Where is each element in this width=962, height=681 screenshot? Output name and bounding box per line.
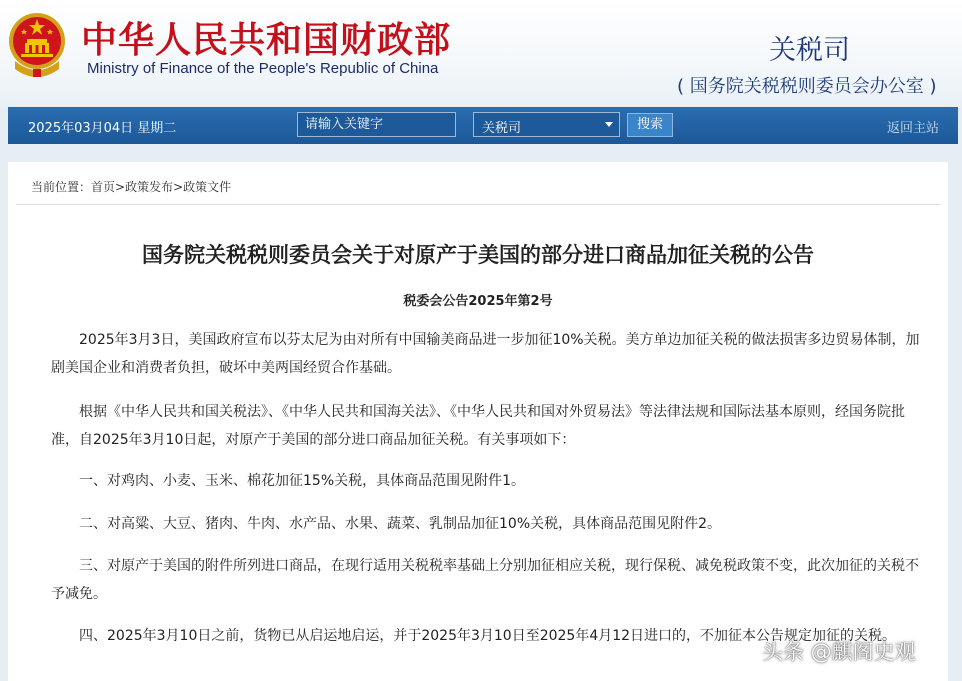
breadcrumb-policy-documents[interactable]: 政策文件 <box>183 180 232 194</box>
breadcrumb-prefix: 当前位置： <box>31 180 92 194</box>
nav-bar <box>8 107 958 144</box>
department-subtitle: ( 国务院关税税则委员会办公室 ) <box>677 76 937 97</box>
article-paragraph: 二、对高粱、大豆、猪肉、牛肉、水产品、水果、蔬菜、乳制品加征10%关税，具体商品范围见附件2。 <box>79 516 722 532</box>
document-number: 税委会公告2025年第2号 <box>403 294 553 309</box>
breadcrumb-home[interactable]: 首页 <box>91 180 116 194</box>
department-select[interactable] <box>473 112 620 137</box>
ministry-name-cn: 中华人民共和国财政部 <box>81 20 452 61</box>
chevron-down-icon <box>605 122 613 127</box>
source-watermark: 头条 @麒阁史观 <box>762 640 916 664</box>
department-name: 关税司 <box>769 35 850 66</box>
article-paragraph: 根据《中华人民共和国关税法》、《中华人民共和国海关法》、《中华人民共和国对外贸易法》等法律法规和国际法基本原则，经国务院批准，自2025年3月10日起，对原产于美国的部分进口商品加征关税。有关事项如下： <box>51 404 905 448</box>
department-select-value: 关税司 <box>482 121 522 136</box>
return-home-link[interactable]: 返回主站 <box>886 121 939 136</box>
breadcrumb-separator: > <box>115 180 126 194</box>
article-paragraph: 三、对原产于美国的附件所列进口商品，在现行适用关税税率基础上分别加征相应关税，现行保税、减免税政策不变，此次加征的关税不予减免。 <box>51 558 919 602</box>
search-button[interactable]: 搜索 <box>627 113 673 137</box>
site-header <box>0 0 962 106</box>
article-container <box>8 162 948 681</box>
article-paragraph: 2025年3月3日，美国政府宣布以芬太尼为由对所有中国输美商品进一步加征10%关税。美方单边加征关税的做法损害多边贸易体制，加剧美国企业和消费者负担，破坏中美两国经贸合作基础。 <box>51 332 920 376</box>
breadcrumb-divider <box>16 204 940 205</box>
breadcrumb-policy-release[interactable]: 政策发布 <box>125 180 174 194</box>
article-paragraph: 四、2025年3月10日之前，货物已从启运地启运，并于2025年3月10日至2025年4月12日进口的，不加征本公告规定加征的关税。 <box>79 628 897 644</box>
article-paragraph: 一、对鸡肉、小麦、玉米、棉花加征15%关税，具体商品范围见附件1。 <box>79 473 526 489</box>
article-title: 国务院关税税则委员会关于对原产于美国的部分进口商品加征关税的公告 <box>142 243 814 267</box>
ministry-name-en: Ministry of Finance of the People's Republic of China <box>87 60 439 77</box>
breadcrumb-separator: > <box>173 180 184 194</box>
current-date: 2025年03月04日 星期二 <box>28 121 177 136</box>
breadcrumb <box>31 178 231 195</box>
national-emblem-icon <box>7 9 67 83</box>
search-input[interactable] <box>297 112 456 137</box>
